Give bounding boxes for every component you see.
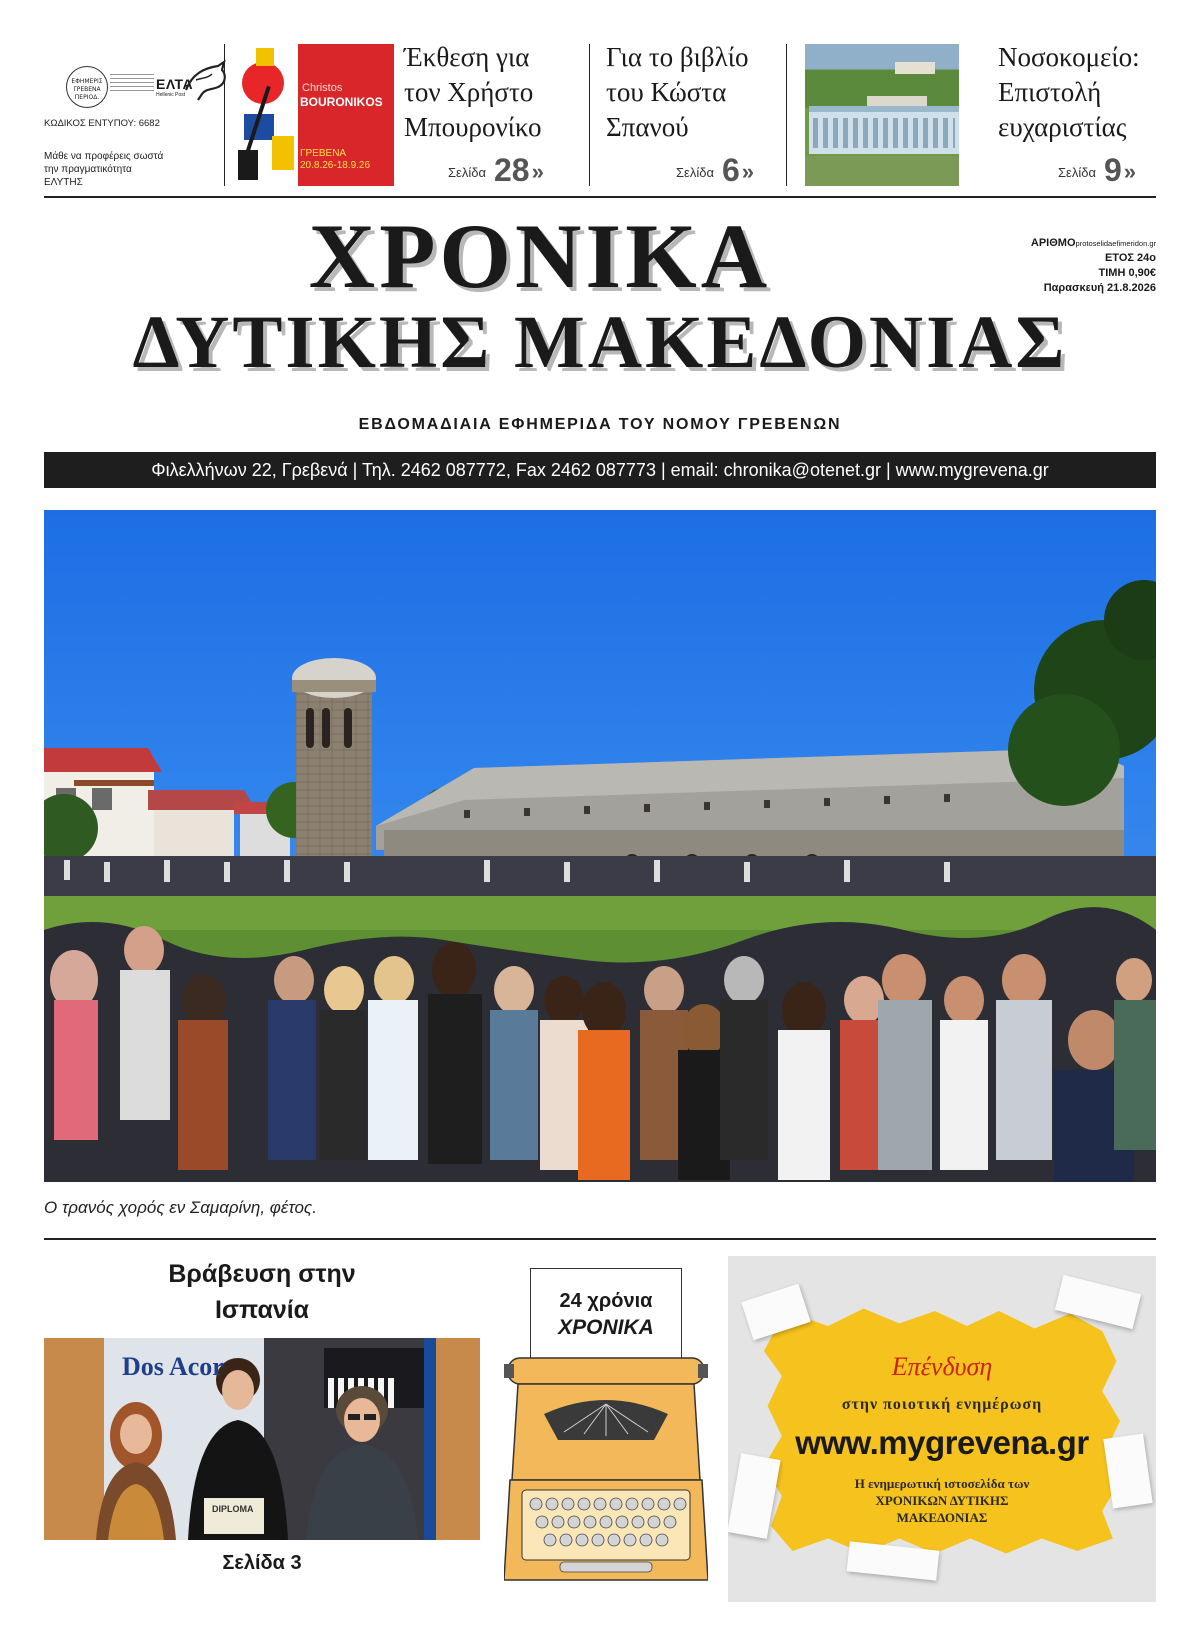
ad-headline: Επένδυση (891, 1352, 993, 1381)
arrow-icon: » (531, 159, 544, 184)
newspaper-tagline: ΕΒΔΟΜΑΔΙΑΙΑ ΕΦΗΜΕΡΙΔΑ ΤΟΥ ΝΟΜΟΥ ΓΡΕΒΕΝΩΝ (358, 416, 842, 433)
masthead-subtitle-region: ΔΥΤΙΚΗΣ ΜΑΚΕΔΟΝΙΑΣ (132, 301, 1068, 384)
page-label: Σελίδα (1058, 165, 1096, 180)
divider (589, 44, 590, 186)
ad-subheadline: στην ποιοτική ενημέρωση (841, 1396, 1043, 1413)
ad-line: ΜΑΚΕΔΟΝΙΑΣ (896, 1510, 988, 1525)
anniversary-typewriter (504, 1268, 708, 1586)
page-label: Σελίδα (676, 165, 714, 180)
photo-scene (44, 510, 1156, 1182)
poster-artist-first: Christos (302, 82, 343, 94)
elta-logo: ΕΛΤΑ (156, 76, 194, 92)
teaser-page-ref[interactable] (676, 152, 754, 189)
issue-date: Παρασκευή 21.8.2026 (1043, 282, 1156, 294)
stamp-text-2: ΓΡΕΒΕΝΑ (73, 86, 101, 93)
award-headline[interactable] (44, 1256, 480, 1328)
poster-artist-last: BOURONIKOS (300, 95, 383, 109)
quote-author: ΕΛΥΤΗΣ (44, 177, 83, 188)
print-code: ΚΩΔΙΚΟΣ ΕΝΤΥΠΟΥ: 6682 (44, 118, 160, 129)
issue-number-label: ΑΡΙΘΜΟ (1030, 237, 1076, 249)
postal-permit (44, 60, 229, 129)
poster-artwork (238, 44, 298, 186)
postal-stamp-icon (66, 66, 108, 108)
main-photo-samarina-dance[interactable] (44, 510, 1156, 1182)
elta-logo-subtitle: Hellenic Post (156, 92, 186, 98)
masthead-title: ΧΡΟΝΙΚΑ (308, 205, 772, 307)
quote-line-2: την πραγματικότητα (44, 164, 132, 175)
postmark-wave-icon (110, 72, 154, 94)
headline-line: τον Χρήστο (404, 77, 534, 107)
top-strip (44, 40, 1156, 192)
issue-info (1031, 236, 1156, 296)
stamp-text-3: ΠΕΡΙΟΔ. (74, 94, 100, 101)
hospital-image[interactable] (805, 44, 959, 186)
headline-line: του Κώστα (606, 77, 727, 107)
ad-line: Η ενημερωτική ιστοσελίδα των (854, 1476, 1030, 1491)
headline-line: Βράβευση στην (168, 1260, 356, 1288)
mygrevena-ad[interactable] (728, 1256, 1156, 1602)
page-label: Σελίδα (448, 165, 486, 180)
teaser-headline-book[interactable] (606, 40, 749, 145)
award-page-ref[interactable]: Σελίδα 3 (222, 1552, 302, 1574)
divider (786, 44, 787, 186)
issue-price: ΤΙΜΗ 0,90€ (1098, 267, 1156, 279)
page-number: 9 (1103, 152, 1122, 188)
ad-url[interactable]: www.mygrevena.gr (795, 1424, 1089, 1461)
headline-line: Για το βιβλίο (606, 42, 749, 72)
headline-line: Σπανού (606, 112, 689, 142)
issue-year: ΕΤΟΣ 24ο (1104, 252, 1156, 264)
headline-line: Μπουρονίκο (404, 112, 542, 142)
divider (224, 44, 225, 186)
contact-bar[interactable]: Φιλελλήνων 22, Γρεβενά | Τηλ. 2462 087772, Fax 2462 087773 | email: chronika@otenet.gr | www.mygrevena.gr (44, 452, 1156, 488)
teaser-page-ref[interactable] (1058, 152, 1136, 189)
headline-line: Ισπανία (214, 1296, 310, 1324)
arrow-icon: » (1123, 159, 1137, 184)
ad-line: ΧΡΟΝΙΚΩΝ ΔΥΤΙΚΗΣ (875, 1493, 1009, 1508)
masthead-rule (44, 196, 1156, 198)
page-number: 6 (721, 152, 740, 188)
headline-line: Έκθεση για (404, 42, 530, 72)
teaser-headline-exhibition[interactable] (404, 40, 541, 145)
award-photo[interactable] (44, 1338, 480, 1540)
diploma-text: DIPLOMA (212, 1504, 254, 1514)
watermark-text: protoselidaefimeridon.gr (1075, 239, 1156, 248)
typewriter-icon (504, 1340, 708, 1586)
teaser-headline-hospital[interactable] (998, 40, 1140, 145)
photo-caption: Ο τρανός χορός εν Σαμαρίνη, φέτος. (44, 1198, 317, 1217)
headline-line: ευχαριστίας (998, 112, 1127, 142)
school-banner-logo: Dos Acor (122, 1352, 224, 1381)
section-rule (44, 1238, 1156, 1240)
elytis-quote (44, 150, 219, 189)
headline-line: Νοσοκομείο: (998, 42, 1140, 72)
issue-number (1031, 236, 1156, 251)
poster-city: ΓΡΕΒΕΝΑ (300, 148, 347, 159)
anniversary-years: 24 χρόνια (559, 1290, 653, 1312)
exhibition-poster-image[interactable] (238, 44, 394, 186)
arrow-icon: » (741, 159, 755, 184)
teaser-page-ref[interactable] (448, 152, 544, 189)
headline-line: Επιστολή (998, 77, 1102, 107)
poster-dates: 20.8.26-18.9.26 (300, 160, 371, 171)
anniversary-brand: ΧΡΟΝΙΚΑ (558, 1316, 654, 1339)
stamp-text-1: ΕΦΗΜΕΡΙΣ (71, 78, 103, 85)
hermes-horse-icon (182, 60, 228, 106)
quote-line-1: Μάθε να προφέρεις σωστά (44, 151, 164, 162)
award-scene (44, 1338, 480, 1540)
page-number: 28 (493, 152, 530, 188)
